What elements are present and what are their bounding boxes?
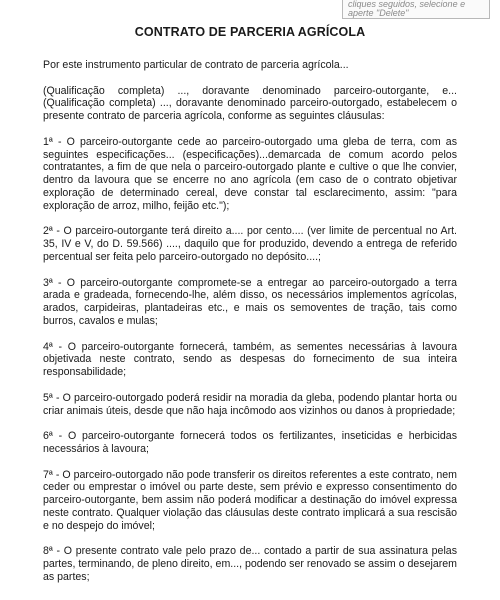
hint-line-1: cliques seguidos, selecione e	[348, 0, 466, 9]
clause-number: 8ª	[43, 545, 53, 558]
clause-text: - O parceiro-outorgado não pode transferir os direitos referentes a este contrato, nem ceder ou emprestar o imóvel ou parte deste, sem prévio e expresso consentimento do parceiro-outorgante, bem assim não poderá modificar a destinação do imóvel expressa neste contrato. Qualquer violação das cláusulas deste contrato implicará a sua rescisão e no despejo do imóvel;	[43, 468, 457, 532]
clause-text: - O parceiro-outorgado poderá residir na moradia da gleba, podendo plantar horta ou criar animais úteis, desde que não haja incômodo aos vizinhos ou danos à propriedade;	[43, 391, 457, 417]
clause-number: 5ª	[43, 391, 53, 404]
clause-number: 4ª	[43, 340, 53, 353]
clause-paragraph	[43, 225, 457, 263]
clause-paragraph	[43, 341, 457, 379]
document-title: CONTRATO DE PARCERIA AGRÍCOLA	[134, 25, 366, 39]
clause-text: - O parceiro-outorgante fornecerá todos os fertilizantes, inseticidas e herbicidas necessários à lavoura;	[43, 430, 457, 455]
clause-paragraph	[43, 392, 457, 418]
clause-paragraph	[43, 277, 457, 328]
clause-number: 7ª	[43, 468, 53, 481]
clause-number: 3ª	[43, 276, 53, 289]
clause-paragraph	[43, 136, 457, 213]
clause-text: - O parceiro-outorgante compromete-se a entregar ao parceiro-outorgado a terra arada e gradeada, fornecendo-lhe, além disso, os necessários implementos agrícolas, arados, carpideiras, plantadeiras etc., e mais os semoventes de tração, tais como burros, cavalos e mulas;	[43, 276, 457, 327]
intro-paragraph: Por este instrumento particular de contrato de parceria agrícola...	[43, 59, 349, 71]
clause-text: - O presente contrato vale pelo prazo de... contado a partir de sua assinatura pelas partes, terminando, de pleno direito, em..., podendo ser renovado se assim o desejarem as partes;	[43, 545, 457, 583]
document-body	[43, 59, 457, 596]
clause-text: - O parceiro-outorgante terá direito a.... por cento.... (ver limite de percentual no Art. 35, IV e V, do D. 59.566) ...., daquilo que for produzido, devendo a entrega de referido percentual ser feita pelo parceiro-outorgado no depósito....;	[43, 225, 457, 263]
instruction-hint	[342, 0, 490, 19]
clause-number: 6ª	[43, 430, 53, 443]
clause-paragraph	[43, 430, 457, 456]
clause-text: - O parceiro-outorgante cede ao parceiro-outorgado uma gleba de terra, com as seguintes especificações... (especificações)...demarcada de comum acordo pelos contratantes, a fim de que nela o parceiro-outorgado plante e cultive o que lhe convier, dentro da lavoura que se encerre no ano agrícola (em caso de o contrato objetivar exploração de determinado cereal, deve constar tal esclarecimento, assim: "para exploração de arroz, milho, feijão etc.");	[43, 135, 457, 212]
clause-number: 2ª	[43, 225, 53, 238]
clause-paragraph	[43, 545, 457, 583]
clause-text: - O parceiro-outorgante fornecerá, também, as sementes necessárias à lavoura objetivada neste contrato, sendo as despesas do fornecimento de sua inteira responsabilidade;	[43, 340, 457, 379]
parties-paragraph: (Qualificação completa) ..., doravante denominado parceiro-outorgante, e... (Qualificação completa) ..., doravante denominado parceiro-outorgado, estabelecem o presente contrato de parceria agrícola, conforme as seguintes cláusulas:	[43, 84, 457, 123]
hint-line-2: aperte "Delete"	[348, 8, 409, 18]
clause-number: 1ª	[43, 135, 53, 148]
clause-paragraph	[43, 469, 457, 533]
